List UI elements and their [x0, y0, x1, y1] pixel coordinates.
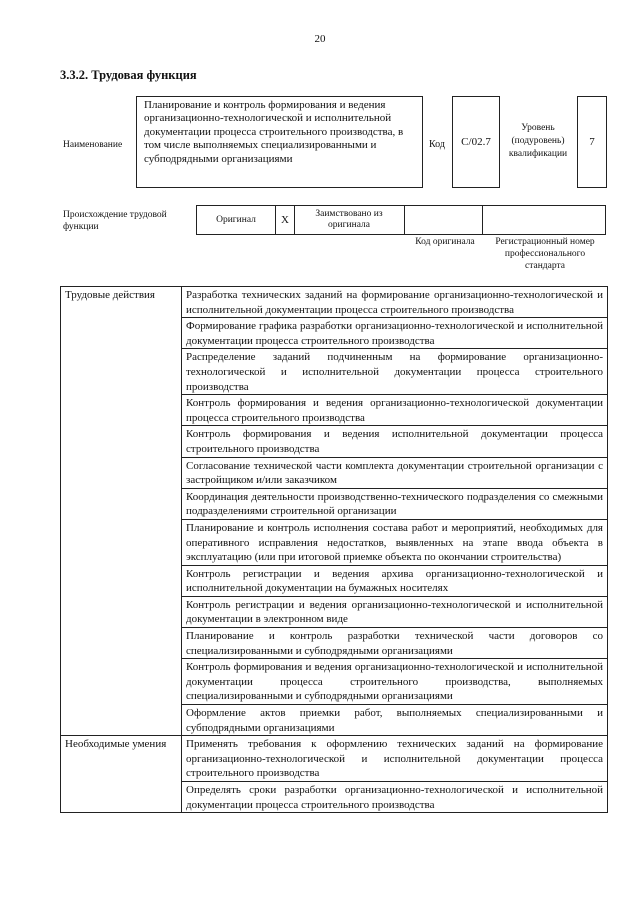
borrowed-cell: Заимствовано из оригинала	[294, 206, 405, 234]
skill-item: Применять требования к оформлению технических заданий на формирование организационно-технологической и исполнительной документации процесса строительного производства	[182, 736, 608, 782]
labor-action-item: Планирование и контроль исполнения состава работ и мероприятий, необходимых для оперативного исправления недостатков, выявленных на этапе ввода объекта в эксплуатацию (или при итоговой приемке объекта по окончании строительства)	[182, 519, 608, 565]
function-details-table	[60, 286, 608, 813]
labor-action-item: Контроль регистрации и ведения архива организационно-технологической и исполнительной документации на бумажных носителях	[182, 565, 608, 596]
labor-action-item: Контроль формирования и ведения организационно-технологической и исполнительной документации процесса строительного производства, выполняемых специализированными и субподрядными организациями	[182, 659, 608, 705]
labor-action-item: Формирование графика разработки организационно-технологической и исполнительной документации процесса строительного производства	[182, 318, 608, 349]
table-row	[61, 287, 608, 318]
qualification-level-label: Уровень (подуровень) квалификации	[508, 123, 568, 159]
labor-actions-heading: Трудовые действия	[61, 287, 182, 736]
origin-label: Происхождение трудовой функции	[63, 210, 167, 232]
original-mark: X	[275, 206, 295, 234]
labor-action-item: Согласование технической части комплекта документации строительной организации с застройщиком и/или заказчиком	[182, 457, 608, 488]
section-title: 3.3.2. Трудовая функция	[60, 68, 197, 82]
original-cell: Оригинал	[216, 215, 256, 225]
code-value-box: C/02.7	[452, 96, 500, 188]
labor-action-item: Контроль формирования и ведения исполнительной документации процесса строительного производства	[182, 426, 608, 457]
labor-action-item: Контроль регистрации и ведения организационно-технологической и исполнительной документации в электронном виде	[182, 596, 608, 627]
name-label: Наименование	[63, 140, 123, 150]
labor-action-item: Координация деятельности производственно-технического подразделения со смежными подразделениями строительной организации	[182, 488, 608, 519]
labor-action-item: Планирование и контроль разработки технической части договоров со специализированными и субподрядными организациями	[182, 628, 608, 659]
page-number: 20	[314, 33, 326, 45]
origin-table	[196, 205, 606, 235]
labor-action-item: Разработка технических заданий на формирование организационно-технологической и исполнительной документации процесса строительного производства	[182, 287, 608, 318]
reg-number-cell	[482, 206, 605, 234]
reg-number-label: Регистрационный номер профессионального стандарта	[495, 237, 595, 271]
qualification-level-box: 7	[577, 96, 607, 188]
labor-action-item: Распределение заданий подчиненным на формирование организационно-технологической и исполнительной документации процесса строительного производства	[182, 349, 608, 395]
code-label: Код	[429, 139, 445, 150]
table-row	[61, 736, 608, 782]
code-original-label: Код оригинала	[415, 237, 475, 247]
function-name-box: Планирование и контроль формирования и ведения организационно-технологической и исполнительной документации процесса строительного производства, в том числе выполняемых специализированными и субподрядными организациями	[136, 96, 423, 188]
skill-item: Определять сроки разработки организационно-технологической и исполнительной документации процесса строительного производства	[182, 782, 608, 813]
labor-action-item: Контроль формирования и ведения организационно-технологической документации процесса строительного производства	[182, 395, 608, 426]
skills-heading: Необходимые умения	[61, 736, 182, 813]
code-original-cell	[404, 206, 483, 234]
labor-action-item: Оформление актов приемки работ, выполняемых специализированными и субподрядными организациями	[182, 705, 608, 736]
